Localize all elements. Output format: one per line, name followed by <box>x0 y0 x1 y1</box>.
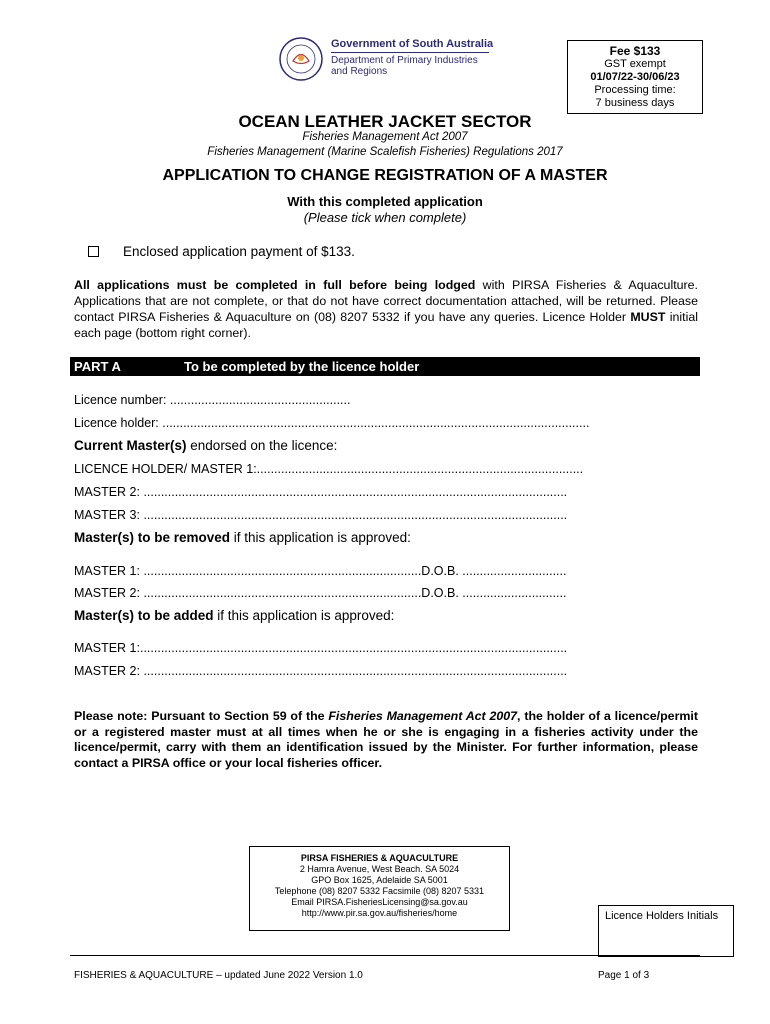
identification-note <box>74 709 698 771</box>
fee-box <box>567 40 703 114</box>
intro-text-1: with PIRSA Fisheries & Aquaculture. Applications that are not complete, or that do not have correct documentation attached, will be returned. Please contact PIRSA Fisheries & Aquaculture on (08) 8207 5332 if you have any queries. Licence Holder <box>74 278 698 324</box>
licence-holder-field[interactable]: Licence holder: ........................................................................................................................... <box>74 416 590 430</box>
gst-status: GST exempt <box>604 58 666 70</box>
added-masters-rest: if this application is approved: <box>213 608 395 623</box>
removed-master-1-field[interactable]: MASTER 1: ................................................................................D.O.B. .............................. <box>74 564 567 578</box>
payment-label: Enclosed application payment of $133. <box>123 244 355 259</box>
contact-phone: Telephone (08) 8207 5332 Facsimile (08) 8207 5331 <box>274 886 485 896</box>
part-a-title: To be completed by the licence holder <box>184 359 420 374</box>
fee-dates: 01/07/22-30/06/23 <box>590 71 680 83</box>
added-master-2-field[interactable]: MASTER 2: .......................................................................................................................... <box>74 664 568 678</box>
page-number: Page 1 of 3 <box>598 970 650 981</box>
fee-amount: Fee $133 <box>609 44 661 58</box>
processing-value: 7 business days <box>595 97 675 109</box>
regulations-reference: Fisheries Management (Marine Scalefish Fisheries) Regulations 2017 <box>207 146 563 158</box>
application-title: APPLICATION TO CHANGE REGISTRATION OF A MASTER <box>162 167 608 184</box>
sector-title: OCEAN LEATHER JACKET SECTOR <box>238 112 532 131</box>
footer-version: FISHERIES & AQUACULTURE – updated June 2022 Version 1.0 <box>74 970 363 981</box>
removed-masters-rest: if this application is approved: <box>230 530 411 545</box>
payment-checklist-item[interactable] <box>88 244 355 259</box>
current-master-3-field[interactable]: MASTER 3: .......................................................................................................................... <box>74 508 568 522</box>
licence-holder-initials-box[interactable] <box>598 905 734 957</box>
removed-masters-heading <box>74 530 411 545</box>
intro-bold-lead: All applications must be completed in full before being lodged <box>74 278 476 292</box>
act-reference: Fisheries Management Act 2007 <box>302 131 468 143</box>
removed-master-2-field[interactable]: MASTER 2: ................................................................................D.O.B. .............................. <box>74 586 567 600</box>
part-a-label: PART A <box>74 359 121 374</box>
note-text-2: , the holder of a licence/permit or a registered master must at all times when he or she is engaging in a fisheries activity under the licence/permit, carry with them an identification issued by the Minister. For further information, please contact a PIRSA office or your local fisheries officer. <box>74 709 698 770</box>
contact-address: 2 Hamra Avenue, West Beach. SA 5024 <box>299 864 460 874</box>
processing-label: Processing time: <box>594 84 676 96</box>
checklist-heading: With this completed application <box>287 194 483 209</box>
current-masters-heading <box>74 438 337 453</box>
removed-masters-bold: Master(s) to be removed <box>74 530 231 545</box>
footer-divider <box>70 955 700 956</box>
logo-divider <box>331 52 489 53</box>
note-act-italic: Fisheries Management Act 2007 <box>328 709 518 723</box>
current-masters-rest: endorsed on the licence: <box>186 438 338 453</box>
government-name: Government of South Australia <box>331 38 494 50</box>
intro-must: MUST <box>630 310 666 324</box>
sa-seal-icon <box>278 36 324 82</box>
added-masters-heading <box>74 608 394 623</box>
added-masters-bold: Master(s) to be added <box>74 608 214 623</box>
note-text-1: Please note: Pursuant to Section 59 of the <box>74 709 329 723</box>
current-master-1-field[interactable]: LICENCE HOLDER/ MASTER 1:.............................................................................................. <box>74 462 584 476</box>
government-logo <box>278 36 498 84</box>
dept-line-1: Department of Primary Industries <box>331 55 478 66</box>
current-masters-bold: Current Master(s) <box>74 438 187 453</box>
current-master-2-field[interactable]: MASTER 2: .......................................................................................................................... <box>74 485 568 499</box>
added-master-1-field[interactable]: MASTER 1:........................................................................................................................... <box>74 641 568 655</box>
intro-text-2: initial each page (bottom right corner). <box>74 310 698 340</box>
contact-email: Email PIRSA.FisheriesLicensing@sa.gov.au <box>291 897 468 907</box>
contact-po-box: GPO Box 1625, Adelaide SA 5001 <box>311 875 448 885</box>
licence-number-field[interactable]: Licence number: .................................................... <box>74 393 351 407</box>
dept-line-2: and Regions <box>331 66 388 77</box>
contact-box <box>249 846 510 931</box>
department-name <box>331 55 478 77</box>
contact-web: http://www.pir.sa.gov.au/fisheries/home <box>301 908 458 918</box>
intro-paragraph <box>74 277 698 341</box>
part-a-header <box>70 357 700 376</box>
contact-org: PIRSA FISHERIES & AQUACULTURE <box>300 853 459 863</box>
payment-checkbox[interactable] <box>88 246 99 257</box>
tick-instruction: (Please tick when complete) <box>303 210 467 225</box>
initials-label: Licence Holders Initials <box>605 910 719 922</box>
